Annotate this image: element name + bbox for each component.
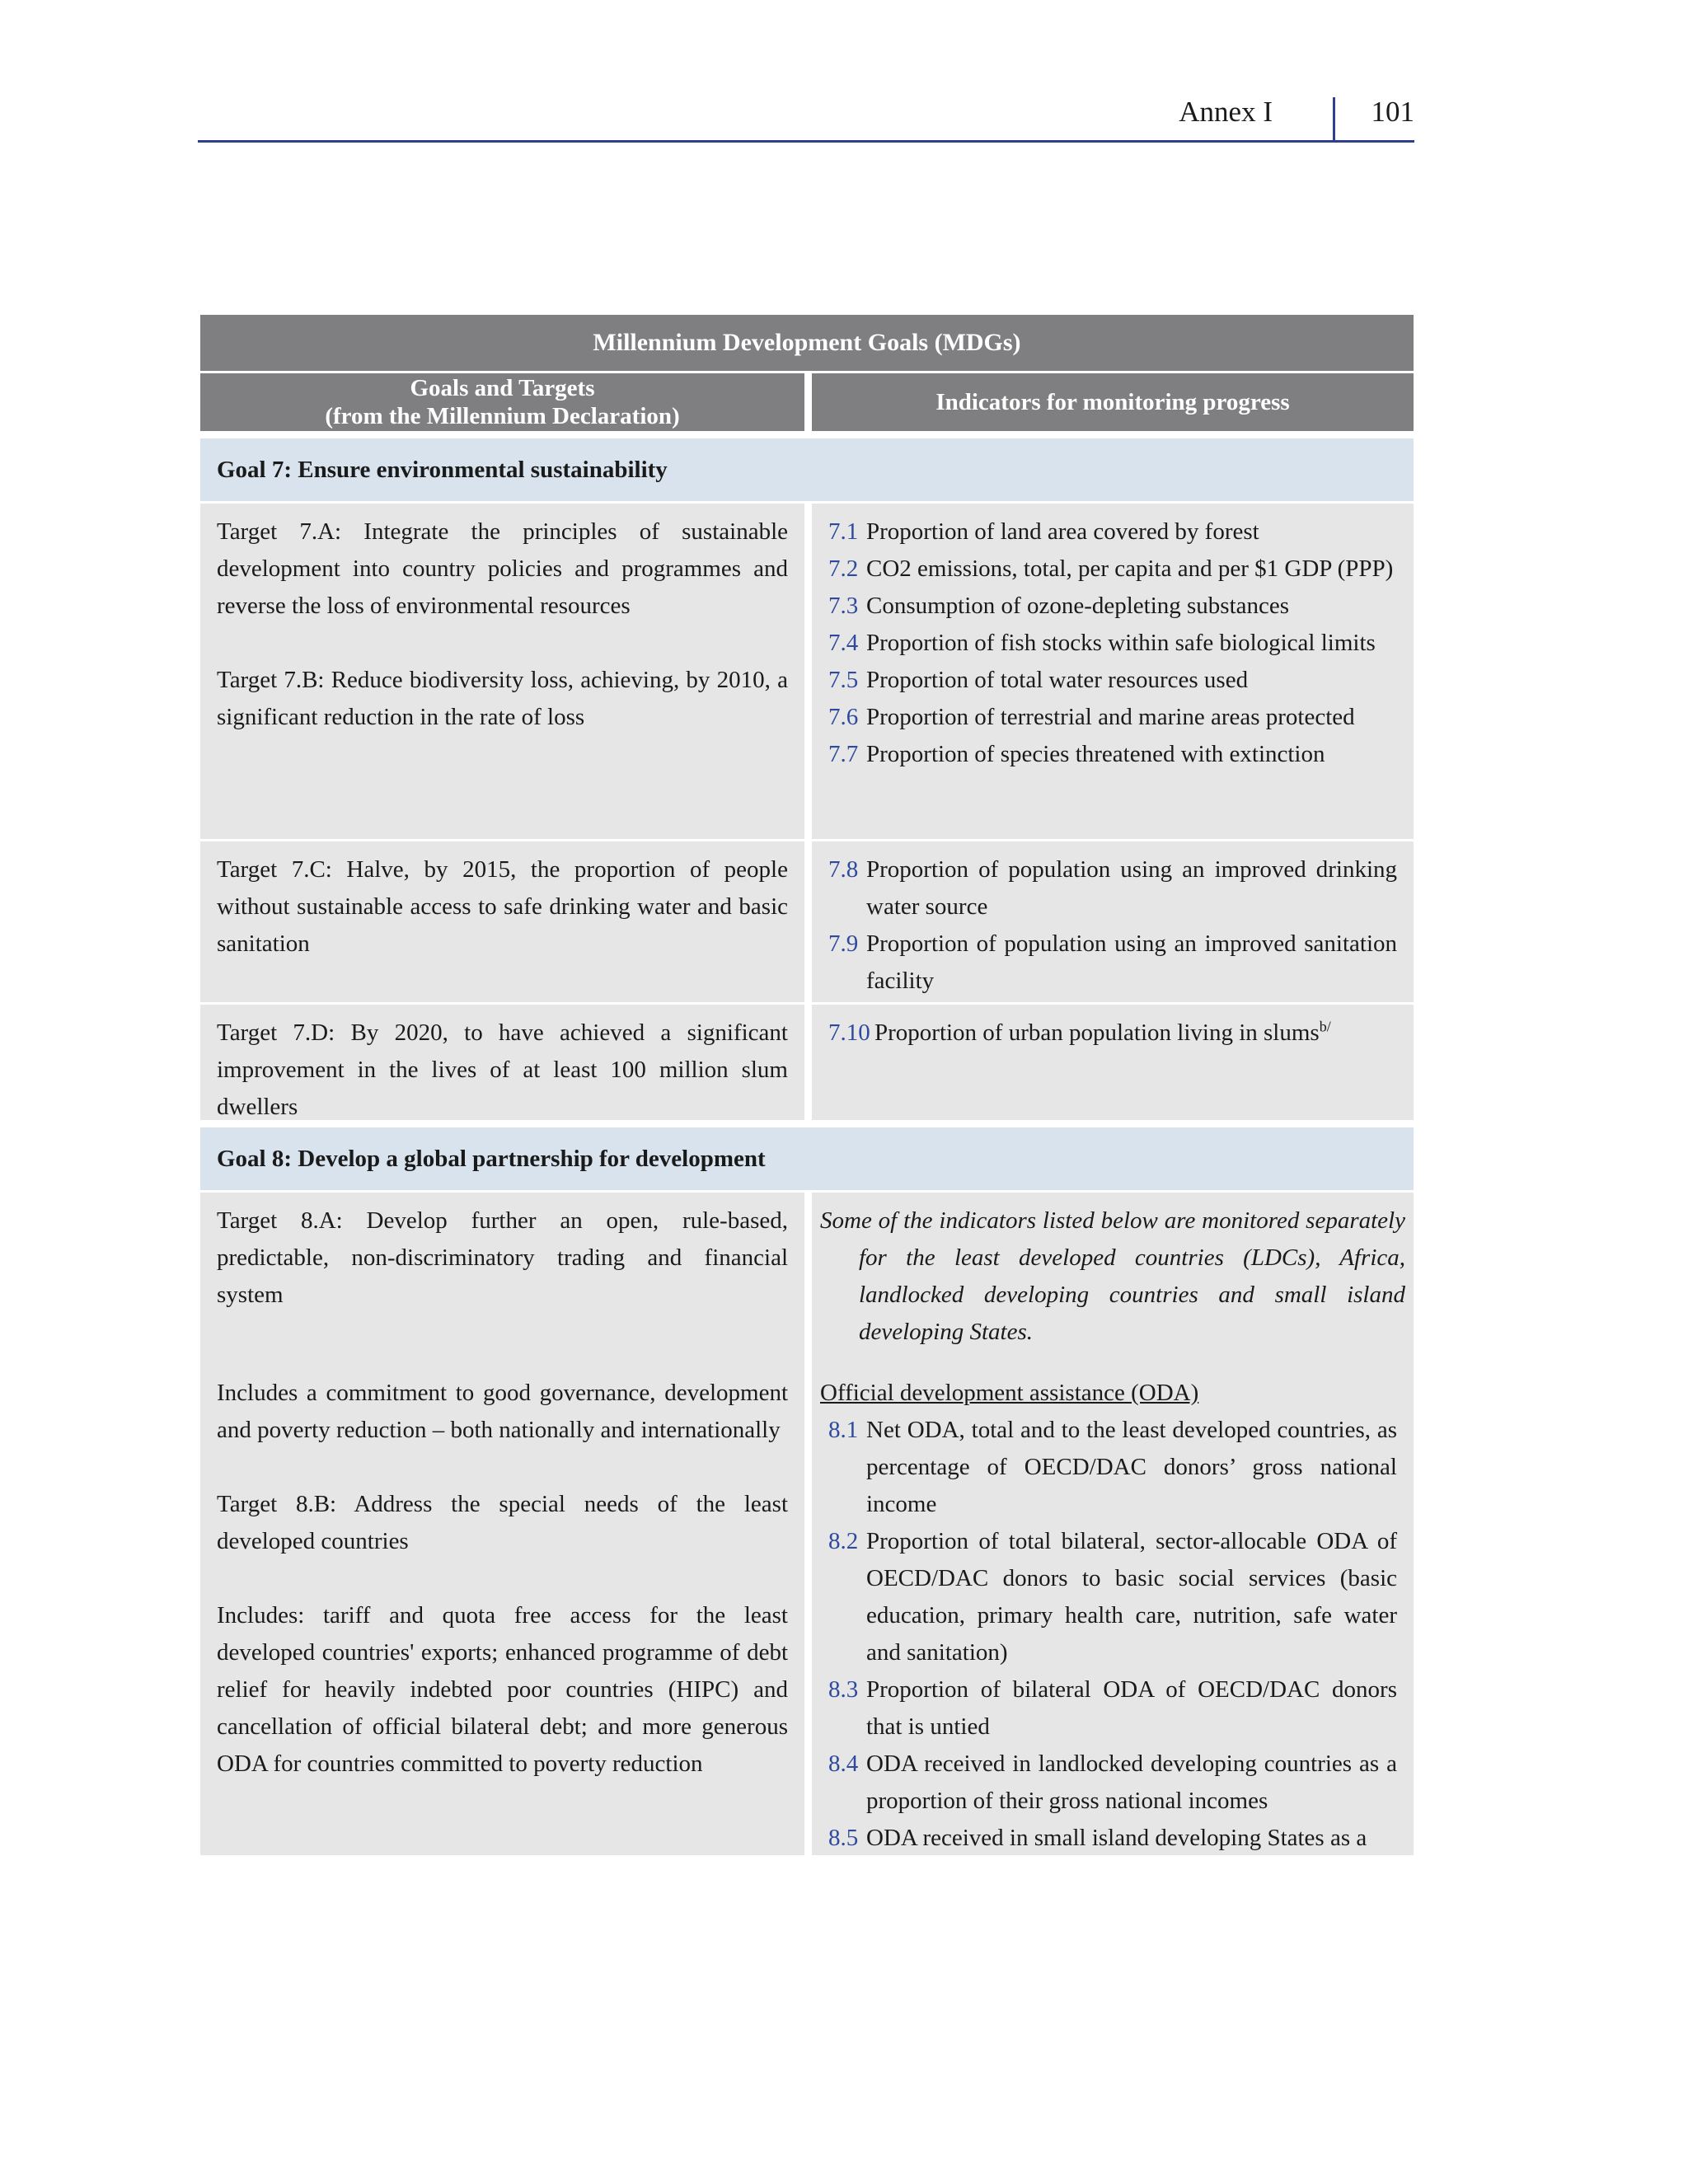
table-row-7c <box>200 841 1414 1002</box>
indicator-text: Consumption of ozone-depleting substances <box>866 593 1290 619</box>
target-8a-includes: Includes a commitment to good governance, development and poverty reduction – both nationally and internationally <box>217 1380 788 1443</box>
target-7a: Target 7.A: Integrate the principles of sustainable development into country policies and programmes and reverse the loss of environmental resources <box>217 518 788 619</box>
indicator-text <box>874 1015 1397 1052</box>
indicator-text: Proportion of terrestrial and marine areas protected <box>866 704 1355 730</box>
indicator-text: ODA received in small island developing States as a <box>866 1825 1367 1851</box>
indicator-item <box>828 736 1397 773</box>
oda-heading: Official development assistance (ODA) <box>820 1380 1199 1406</box>
indicator-number: 8.3 <box>828 1676 859 1703</box>
indicator-text: Net ODA, total and to the least developed countries, as percentage of OECD/DAC donors’ gross national income <box>866 1417 1397 1517</box>
indicator-number: 7.3 <box>828 593 859 619</box>
indicator-number: 7.6 <box>828 704 859 730</box>
indicator-item <box>828 851 1397 926</box>
target-7c: Target 7.C: Halve, by 2015, the proportion of people without sustainable access to safe drinking water and basic sanitation <box>217 856 788 957</box>
goal-8-row: Goal 8: Develop a global partnership for development <box>200 1127 1414 1190</box>
indicator-item <box>828 1523 1397 1671</box>
indicator-text: Proportion of population using an improved drinking water source <box>866 856 1397 920</box>
indicator-number: 8.5 <box>828 1825 859 1851</box>
indicator-item <box>828 926 1397 1000</box>
indicator-item <box>828 1412 1397 1523</box>
indicator-number: 8.1 <box>828 1417 859 1443</box>
indicator-item <box>828 513 1397 551</box>
header-divider <box>1333 97 1335 140</box>
col-header-goals-line1: Goals and Targets <box>410 375 595 401</box>
indicators-7d-cell <box>812 1005 1414 1120</box>
table-row-8ab <box>200 1193 1414 1855</box>
indicator-number: 7.10 <box>828 1019 870 1046</box>
table-row-7ab <box>200 504 1414 839</box>
oda-indicator-list <box>820 1412 1405 1857</box>
table-title: Millennium Development Goals (MDGs) <box>200 315 1414 371</box>
indicator-text: Proportion of total bilateral, sector-allocable ODA of OECD/DAC donors to basic social services (basic education, primary health care, nutrition, safe water and sanitation) <box>866 1528 1397 1666</box>
indicator-number: 7.1 <box>828 518 859 545</box>
indicators-8-cell <box>812 1193 1414 1855</box>
indicator-number: 7.2 <box>828 555 859 582</box>
target-7d-cell <box>200 1005 804 1120</box>
indicator-item <box>828 699 1397 736</box>
indicator-item <box>828 1820 1397 1857</box>
indicator-item <box>828 1746 1397 1820</box>
target-7b: Target 7.B: Reduce biodiversity loss, achieving, by 2010, a significant reduction in the rate of loss <box>217 667 788 730</box>
goal-7-row: Goal 7: Ensure environmental sustainability <box>200 438 1414 501</box>
indicator-text-main: Proportion of urban population living in slums <box>874 1019 1320 1046</box>
target-8a: Target 8.A: Develop further an open, rule-based, predictable, non-discriminatory trading and financial system <box>217 1207 788 1308</box>
footnote-marker: b/ <box>1319 1018 1331 1035</box>
indicator-text: Proportion of total water resources used <box>866 667 1249 693</box>
indicator-number: 8.4 <box>828 1750 859 1777</box>
indicator-item <box>828 551 1397 588</box>
monitoring-note: Some of the indicators listed below are monitored separately for the least developed countries (LDCs), Africa, landlocked developing countries and small island developing States. <box>820 1207 1405 1345</box>
indicator-text: CO2 emissions, total, per capita and per $1 GDP (PPP) <box>866 555 1394 582</box>
indicator-number: 7.5 <box>828 667 859 693</box>
indicator-text: Proportion of bilateral ODA of OECD/DAC donors that is untied <box>866 1676 1397 1740</box>
indicator-number: 8.2 <box>828 1528 859 1554</box>
indicator-item <box>828 1671 1397 1746</box>
targets-7ab-cell <box>200 504 804 839</box>
indicator-item <box>828 588 1397 625</box>
column-headers <box>200 373 1414 431</box>
target-7c-cell <box>200 841 804 1002</box>
page-number: 101 <box>1371 96 1414 128</box>
col-header-indicators: Indicators for monitoring progress <box>812 373 1414 431</box>
indicator-text: Proportion of population using an improved sanitation facility <box>866 930 1397 994</box>
indicator-text: ODA received in landlocked developing countries as a proportion of their gross national incomes <box>866 1750 1397 1814</box>
indicator-number: 7.7 <box>828 741 859 767</box>
indicator-item <box>828 625 1397 662</box>
running-header <box>198 89 1414 143</box>
target-8b: Target 8.B: Address the special needs of the least developed countries <box>217 1491 788 1554</box>
indicator-number: 7.4 <box>828 630 859 656</box>
indicator-number: 7.9 <box>828 930 859 957</box>
indicators-7ab-cell <box>812 504 1414 839</box>
target-7d: Target 7.D: By 2020, to have achieved a significant improvement in the lives of at least 100 million slum dwellers <box>217 1019 788 1120</box>
target-8b-includes: Includes: tariff and quota free access for the least developed countries' exports; enhanced programme of debt relief for heavily indebted poor countries (HIPC) and cancellation of official bilateral debt; and more generous ODA for countries committed to poverty reduction <box>217 1602 788 1777</box>
col-header-goals-targets <box>200 373 804 431</box>
indicator-number: 7.8 <box>828 856 859 883</box>
indicator-text: Proportion of species threatened with extinction <box>866 741 1325 767</box>
indicators-7c-cell <box>812 841 1414 1002</box>
col-header-goals-line2: (from the Millennium Declaration) <box>325 403 680 429</box>
indicator-text: Proportion of fish stocks within safe biological limits <box>866 630 1376 656</box>
indicator-text: Proportion of land area covered by forest <box>866 518 1259 545</box>
header-section: Annex I <box>1179 96 1273 128</box>
targets-8ab-cell <box>200 1193 804 1855</box>
indicator-item <box>828 1015 1397 1052</box>
table-row-7d <box>200 1005 1414 1120</box>
mdg-table <box>200 315 1414 1858</box>
indicator-item <box>828 662 1397 699</box>
